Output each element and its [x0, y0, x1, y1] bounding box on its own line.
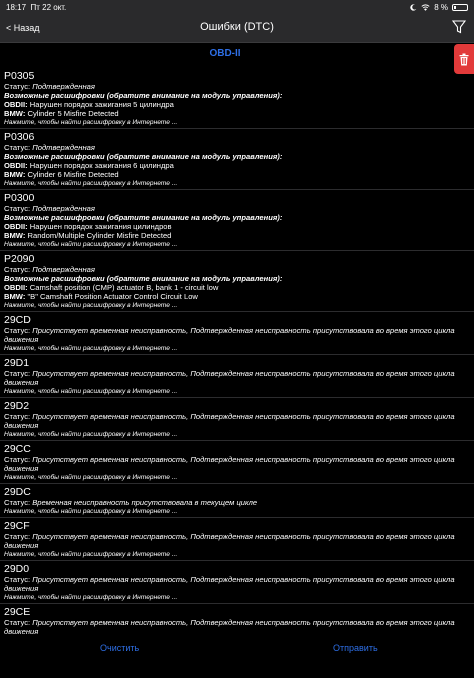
status-value: Подтвержденная	[32, 143, 95, 152]
back-button[interactable]: < Назад	[6, 23, 40, 33]
status-label: Статус:	[4, 143, 33, 152]
battery-percent: 8 %	[434, 3, 448, 12]
wifi-icon	[421, 4, 430, 11]
dtc-code: 29CF	[4, 520, 30, 532]
bmw-label: BMW:	[4, 170, 26, 179]
dtc-code: P0306	[4, 131, 35, 143]
dtc-code: 29CD	[4, 314, 31, 326]
obdii-decoding	[4, 222, 470, 231]
search-online-hint[interactable]: Нажмите, чтобы найти расшифровку в Интернете ...	[4, 431, 178, 438]
dtc-item[interactable]	[0, 68, 474, 129]
status-label: Статус:	[4, 498, 33, 507]
moon-icon	[410, 4, 417, 11]
dtc-status	[4, 204, 470, 213]
send-button[interactable]: Отправить	[333, 643, 378, 653]
dtc-code: 29D1	[4, 357, 30, 369]
dtc-item[interactable]	[0, 129, 474, 190]
obdii-decoding	[4, 283, 470, 292]
search-online-hint[interactable]: Нажмите, чтобы найти расшифровку в Интернете ...	[4, 508, 178, 515]
search-online-hint[interactable]: Нажмите, чтобы найти расшифровку в Интернете ...	[4, 180, 178, 187]
bottom-toolbar	[0, 636, 474, 678]
status-label: Статус:	[4, 204, 33, 213]
dtc-code: 29DC	[4, 486, 31, 498]
dtc-code: 29D0	[4, 563, 30, 575]
dtc-item[interactable]	[0, 398, 474, 441]
obdii-label: OBDII:	[4, 283, 28, 292]
dtc-item[interactable]	[0, 441, 474, 484]
bmw-decoding	[4, 170, 470, 179]
status-label: Статус:	[4, 82, 33, 91]
bmw-text: Cylinder 6 Misfire Detected	[25, 170, 119, 179]
dtc-status	[4, 455, 470, 473]
dtc-item[interactable]	[0, 484, 474, 518]
dtc-list[interactable]	[0, 68, 474, 636]
dtc-status	[4, 143, 470, 152]
status-value: Присутствует временная неисправность, Подтвержденная неисправность присутствовала во время этого цикла движения	[4, 618, 455, 636]
status-date: Пт 22 окт.	[30, 3, 67, 12]
page-title: Ошибки (DTC)	[200, 21, 274, 33]
dtc-status	[4, 618, 470, 636]
bmw-text: "B" Camshaft Position Actuator Control Circuit Low	[25, 292, 198, 301]
search-online-hint[interactable]: Нажмите, чтобы найти расшифровку в Интернете ...	[4, 388, 178, 395]
obdii-text: Camshaft position (CMP) actuator B, bank 1 - circuit low	[27, 283, 219, 292]
dtc-item[interactable]	[0, 251, 474, 312]
possible-decodings-label: Возможные расшифровки (обратите внимание на модуль управления):	[4, 274, 283, 283]
status-label: Статус:	[4, 326, 33, 335]
obdii-label: OBDII:	[4, 222, 28, 231]
dtc-status	[4, 412, 470, 430]
search-online-hint[interactable]: Нажмите, чтобы найти расшифровку в Интернете ...	[4, 241, 178, 248]
bmw-text: Random/Multiple Cylinder Misfire Detected	[25, 231, 172, 240]
search-online-hint[interactable]: Нажмите, чтобы найти расшифровку в Интернете ...	[4, 119, 178, 126]
dtc-item[interactable]	[0, 561, 474, 604]
search-online-hint[interactable]: Нажмите, чтобы найти расшифровку в Интернете ...	[4, 345, 178, 352]
dtc-code: P0300	[4, 192, 35, 204]
status-bar	[0, 0, 474, 14]
possible-decodings-label: Возможные расшифровки (обратите внимание на модуль управления):	[4, 91, 283, 100]
dtc-code: 29D2	[4, 400, 30, 412]
obdii-text: Нарушен порядок зажигания 6 цилиндра	[27, 161, 174, 170]
dtc-item[interactable]	[0, 355, 474, 398]
dtc-status	[4, 369, 470, 387]
dtc-code: 29CE	[4, 606, 31, 618]
bmw-decoding	[4, 109, 470, 118]
status-right	[410, 3, 468, 12]
status-label: Статус:	[4, 618, 33, 627]
bmw-decoding	[4, 292, 470, 301]
search-online-hint[interactable]: Нажмите, чтобы найти расшифровку в Интернете ...	[4, 594, 178, 601]
obdii-text: Нарушен порядок зажигания 5 цилиндра	[27, 100, 174, 109]
status-value: Подтвержденная	[32, 265, 95, 274]
bmw-label: BMW:	[4, 231, 26, 240]
trash-icon	[459, 53, 469, 66]
bmw-decoding	[4, 231, 470, 240]
battery-icon	[452, 4, 468, 11]
search-online-hint[interactable]: Нажмите, чтобы найти расшифровку в Интернете ...	[4, 474, 178, 481]
status-value: Присутствует временная неисправность, Подтвержденная неисправность присутствовала во время этого цикла движения	[4, 575, 455, 593]
status-label: Статус:	[4, 455, 33, 464]
bmw-label: BMW:	[4, 109, 26, 118]
dtc-item[interactable]	[0, 190, 474, 251]
status-value: Присутствует временная неисправность, Подтвержденная неисправность присутствовала во время этого цикла движения	[4, 369, 455, 387]
status-label: Статус:	[4, 265, 33, 274]
obdii-decoding	[4, 100, 470, 109]
dtc-code: P2090	[4, 253, 35, 265]
status-value: Присутствует временная неисправность, Подтвержденная неисправность присутствовала во время этого цикла движения	[4, 532, 455, 550]
dtc-status	[4, 575, 470, 593]
status-label: Статус:	[4, 412, 33, 421]
obdii-text: Нарушен порядок зажигания цилиндров	[27, 222, 172, 231]
bmw-label: BMW:	[4, 292, 26, 301]
status-value: Присутствует временная неисправность, Подтвержденная неисправность присутствовала во время этого цикла движения	[4, 412, 455, 430]
status-label: Статус:	[4, 369, 33, 378]
clear-button[interactable]: Очистить	[100, 643, 140, 653]
obdii-label: OBDII:	[4, 161, 28, 170]
possible-decodings-label: Возможные расшифровки (обратите внимание на модуль управления):	[4, 213, 283, 222]
dtc-status	[4, 265, 470, 274]
dtc-status	[4, 326, 470, 344]
bmw-text: Cylinder 5 Misfire Detected	[25, 109, 119, 118]
dtc-status	[4, 82, 470, 91]
status-label: Статус:	[4, 575, 33, 584]
status-time-date	[6, 3, 66, 12]
status-value: Подтвержденная	[32, 204, 95, 213]
status-value: Присутствует временная неисправность, Подтвержденная неисправность присутствовала во время этого цикла движения	[4, 455, 455, 473]
obdii-decoding	[4, 161, 470, 170]
status-value: Временная неисправность присутствовала в текущем цикле	[32, 498, 258, 507]
dtc-status	[4, 498, 470, 507]
obdii-label: OBDII:	[4, 100, 28, 109]
dtc-item[interactable]	[0, 518, 474, 561]
dtc-status	[4, 532, 470, 550]
dtc-item[interactable]	[0, 312, 474, 355]
status-value: Присутствует временная неисправность, Подтвержденная неисправность присутствовала во время этого цикла движения	[4, 326, 455, 344]
section-header-obd2: OBD-II	[209, 48, 241, 59]
status-label: Статус:	[4, 532, 33, 541]
status-time: 18:17	[6, 3, 27, 12]
nav-bar	[0, 14, 474, 43]
filter-icon[interactable]	[452, 20, 466, 34]
status-value: Подтвержденная	[32, 82, 95, 91]
search-online-hint[interactable]: Нажмите, чтобы найти расшифровку в Интернете ...	[4, 302, 178, 309]
possible-decodings-label: Возможные расшифровки (обратите внимание на модуль управления):	[4, 152, 283, 161]
dtc-code: 29CC	[4, 443, 31, 455]
search-online-hint[interactable]: Нажмите, чтобы найти расшифровку в Интернете ...	[4, 551, 178, 558]
dtc-code: P0305	[4, 70, 35, 82]
